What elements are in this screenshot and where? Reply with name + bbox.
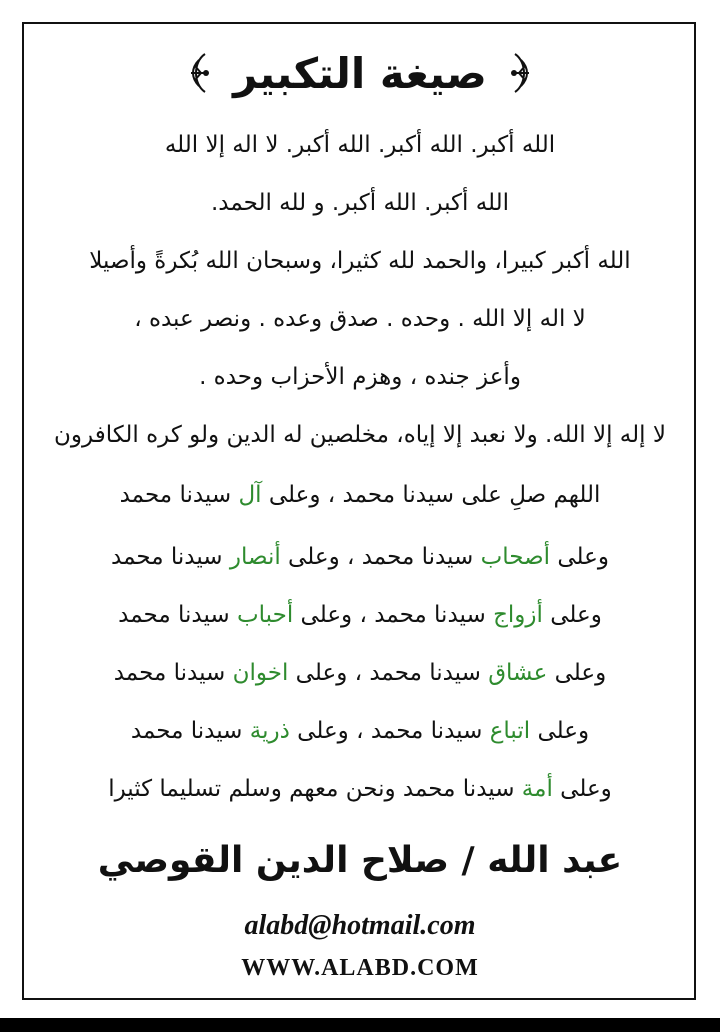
takbir-line-4: لا اله إلا الله . وحده . صدق وعده . ونصر عبده ، [134, 306, 586, 332]
salawat-text: سيدنا محمد ، وعلى [280, 544, 481, 570]
salawat-text: سيدنا محمد ، وعلى [289, 718, 490, 744]
author-signature: عبد الله / صلاح الدين القوصي [97, 840, 623, 881]
salawat-text: وعلى [547, 660, 607, 686]
salawat-text: سيدنا محمد ، وعلى [293, 602, 494, 628]
highlight-word: اتباع [489, 718, 531, 744]
highlight-word: ذرية [249, 718, 290, 744]
salawat-line-5 [28, 718, 692, 744]
salawat-text: سيدنا محمد [119, 482, 239, 508]
salawat-text: سيدنا محمد [113, 660, 233, 686]
salawat-line-3 [28, 602, 692, 628]
salawat-line-6 [28, 776, 692, 802]
takbir-line-5: وأعز جنده ، وهزم الأحزاب وحده . [199, 364, 521, 390]
ornament-left-icon [185, 50, 211, 96]
salawat-line-1 [28, 482, 692, 508]
highlight-word: أحباب [237, 602, 294, 628]
website-link[interactable]: WWW.ALABD.COM [241, 955, 479, 981]
page-title: صيغة التكبير [233, 48, 487, 98]
salawat-text: وعلى [552, 776, 612, 802]
title-row [0, 38, 720, 108]
salawat-line-2 [28, 544, 692, 570]
bottom-bar [0, 1018, 720, 1032]
highlight-word: عشاق [488, 660, 548, 686]
takbir-line-1: الله أكبر. الله أكبر. الله أكبر. لا اله إلا الله [164, 132, 556, 158]
highlight-word: أزواج [493, 602, 543, 628]
highlight-word: أصحاب [480, 544, 551, 570]
highlight-word: اخوان [232, 660, 289, 686]
salawat-line-4 [28, 660, 692, 686]
email-address[interactable]: alabd@hotmail.com [244, 910, 476, 941]
salawat-text: سيدنا محمد ونحن معهم وسلم تسليما كثيرا [108, 776, 522, 802]
salawat-text: وعلى [550, 544, 609, 570]
salawat-text: اللهم صلِ على سيدنا محمد ، وعلى [261, 482, 601, 508]
salawat-text: وعلى [530, 718, 590, 744]
salawat-text: سيدنا محمد ، وعلى [288, 660, 489, 686]
highlight-word: أمة [521, 776, 553, 802]
salawat-text: سيدنا محمد [111, 544, 230, 570]
salawat-text: سيدنا محمد [130, 718, 250, 744]
takbir-line-3: الله أكبر كبيرا، والحمد لله كثيرا، وسبحان الله بُكرةً وأصيلا [89, 248, 631, 274]
ornament-right-icon [509, 50, 535, 96]
takbir-line-2: الله أكبر. الله أكبر. و لله الحمد. [210, 190, 510, 216]
highlight-word: أنصار [229, 544, 281, 570]
highlight-word: آل [238, 482, 262, 508]
takbir-line-6: لا إله إلا الله. ولا نعبد إلا إياه، مخلصين له الدين ولو كره الكافرون [54, 422, 666, 448]
salawat-text: سيدنا محمد [118, 602, 238, 628]
salawat-text: وعلى [542, 602, 602, 628]
